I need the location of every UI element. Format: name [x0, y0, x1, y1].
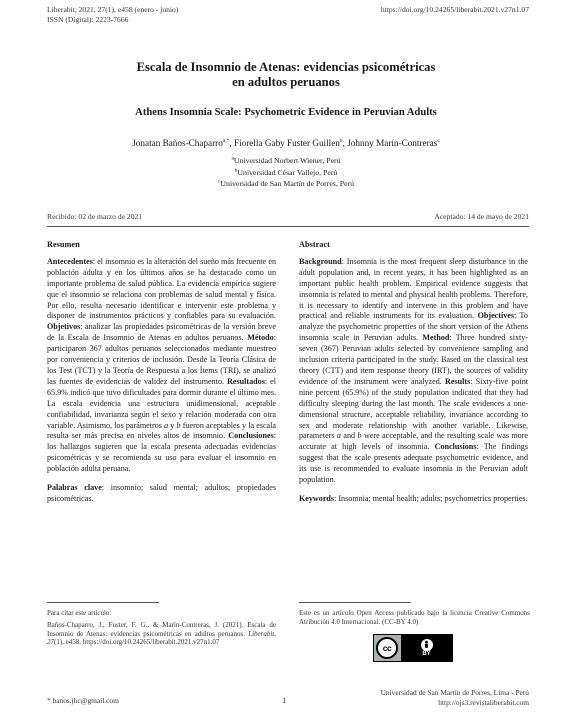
background-label: Background: [299, 256, 342, 266]
attribution-person-icon: [421, 639, 433, 651]
objectives-label: Objectives: [477, 311, 514, 321]
author-name: Jonatan Baños-Chaparro: [132, 138, 223, 148]
accepted-date: Aceptado: 14 de mayo de 2021: [434, 212, 529, 221]
author-name: Fiorella Gaby Fuster Guillen: [233, 138, 340, 148]
results-label: Results: [445, 376, 471, 386]
param-join: and: [340, 431, 358, 441]
keywords-label-es: Palabras clave: [47, 483, 102, 493]
abstract-body: [299, 257, 528, 486]
cc-by-label: BY: [422, 650, 431, 657]
keywords-text-es: : insomnio; salud mental; adultos; propiedades psicométricas.: [47, 483, 276, 503]
resultados-label: Resultados: [227, 376, 265, 386]
method-text: : Three hundred sixty-seven (367) Peruvian adults selected by convenience sampling and inclusion criteria participated in the study. Based on the classical test theory (CTT) and item response theory (IRT), the sources of validity evidence of the instrument were analyzed.: [299, 333, 528, 386]
affiliation-mark: c: [217, 178, 221, 185]
resumen-heading: Resumen: [47, 240, 80, 249]
results-tail: were acceptable, and the resulting scale was more accurate at high levels of insomnia.: [299, 431, 529, 452]
results-text: : Sixty-five point nine percent (65.9%) of the study population indicated that they had difficulty sleeping during the last month. The scale evidences a one-dimensional structure, acceptable reliability, invariance according to sex and moderate relationship with another variable. Likewise, parameters: [299, 376, 528, 441]
license-divider: [299, 602, 411, 603]
metodo-text: : participaron 367 adultos peruanos seleccionados mediante muestreo por conveniencia y criterios de inclusión. Desde la Teoría Clásica de los Test (TCT) y la Teoría de Respuesta a los Ítems (TRI), se analizó las fuentes de evidencias de validez del instrumento.: [47, 333, 276, 386]
citation-pre: Baños-Chaparro, J., Fuster, F. G., & Marín-Contreras, J. (2021). Escala de Insomnio de Atenas: evidencias psicométricas en adultos peruanos.: [47, 621, 276, 638]
param-a: a: [336, 431, 341, 441]
conclusions-label: Conclusions: [434, 442, 477, 452]
objectives-text: : To analyze the psychometric properties of the short version of the Athens insomnia scale in Peruvian adults.: [299, 311, 528, 343]
background-text: : Insomnia is the most frequent sleep disturbance in the adult population and, in recent years, it has been highlighted as an important public health problem. Empirical evidence suggests that insomnia is related to mental and physical health problems. Therefore, it is necessary to identify and intervene in this problem and have practical and reliable instruments for its evaluation.: [299, 256, 528, 321]
cc-by-license-badge[interactable]: [373, 634, 453, 662]
citation-text: [47, 621, 276, 647]
param-a: a: [164, 420, 169, 430]
param-b: b: [176, 420, 181, 430]
author-list: [40, 137, 532, 149]
affiliation-mark: b: [234, 166, 238, 173]
author-separator: ,: [342, 138, 348, 148]
header-divider: [47, 226, 529, 227]
publisher-name: Universidad de San Martín de Porres, Lima - Perú: [380, 688, 529, 697]
keywords-text-en: : Insomnia; mental health; adults; psychometrics properties.: [334, 493, 528, 503]
journal-header-left: [47, 5, 178, 24]
antecedentes-text: : el insomnio es la alteración del sueño más frecuente en población adulta y en los últimos años se ha destacado como un importante problema de salud pública. La evidencia empírica sugiere que el insomnio se relaciona con problemas de salud mental y física. Por ello, resulta necesario identificar e intervenir este problema y disponer de instrumentos prácticos y confiables para su evaluación.: [47, 256, 276, 321]
param-b: b: [357, 431, 362, 441]
article-title-spanish: [60, 60, 512, 90]
affiliation: [60, 178, 512, 190]
title-es-line-2: en adultos peruanos: [232, 75, 340, 89]
affiliation-mark: a: [231, 155, 234, 162]
affiliation-text: Universidad de San Martín de Porres, Perú: [220, 179, 355, 188]
issn-line: ISSN (Digital): 2223-7666: [47, 14, 129, 24]
citation-journal: Liberabit, 27: [47, 629, 276, 647]
affiliation-text: Universidad César Vallejo, Perú: [237, 167, 338, 177]
keywords: [299, 494, 528, 505]
resumen-column: [47, 240, 276, 505]
citation-label: Para citar este artículo:: [47, 609, 112, 617]
citation-divider: [47, 602, 159, 603]
palabras-clave: [47, 483, 276, 505]
param-join: y: [168, 420, 177, 430]
license-text: Este es un artículo Open Access publicado bajo la licencia Creative Commons Atribución 4.0 Internacional. (CC-BY 4.0): [299, 609, 530, 626]
author-affil-mark: c: [437, 137, 440, 144]
resultados-tail: fueron aceptables y la escala resulta ser más precisa en niveles altos de insomnio.: [47, 420, 276, 441]
affiliation-text: Universidad Norbert Wiener, Perú: [233, 156, 341, 165]
page-number: 1: [282, 695, 287, 705]
article-title-english: Athens Insomnia Scale: Psychometric Evidence in Peruvian Adults: [135, 107, 437, 118]
doi-link[interactable]: https://doi.org/10.24265/liberabit.2021.v27n1.07: [380, 5, 529, 14]
affiliation: [60, 167, 512, 179]
cc-by-panel: [401, 635, 452, 661]
received-date: Recibido: 02 de marzo de 2021: [47, 212, 143, 221]
abstract-column: [299, 240, 528, 505]
cc-icon: cc: [376, 637, 398, 659]
keywords-label-en: Keywords: [299, 493, 335, 503]
author-name: Johnny Marín-Contreras: [347, 138, 438, 148]
objetivos-text: : analizar las propiedades psicométricas de la versión breve de la Escala de Insomnio de Atenas en adultos peruanos.: [47, 322, 276, 343]
title-es-line-1: Escala de Insomnio de Atenas: evidencias psicométricas: [136, 60, 436, 74]
resultados-text: : el 65.9% indicó que tuvo dificultades para dormir durante el último mes. La escala evidencia una estructura unidimensional, aceptable confiabilidad, invarianza según el sexo y relación moderada con otra variable. Asimismo, los parámetros: [47, 376, 276, 430]
citation-post: (1), e458. https://doi.org/10.24265/liberabit.2021.v27n1.07: [54, 638, 220, 647]
author-affil-mark: a,*: [222, 137, 230, 144]
abstract-heading: Abstract: [299, 240, 330, 249]
metodo-label: Método: [247, 333, 274, 343]
journal-url[interactable]: http://ojs3.revistaliberabit.com: [438, 697, 529, 707]
author-separator: ,: [229, 138, 234, 148]
author-affil-mark: b: [339, 137, 343, 144]
conclusiones-label: Conclusiones: [228, 431, 274, 441]
conclusiones-text: : los hallazgos sugieren que la escala presenta adecuadas evidencias psicométricas y se recomienda su uso para evaluar el insomnio en población adulta peruana.: [47, 431, 276, 474]
antecedentes-label: Antecedentes: [47, 256, 93, 266]
resumen-body: [47, 257, 276, 475]
publisher-footer: [381, 688, 529, 707]
affiliation-list: [60, 155, 512, 190]
journal-citation-line: Liberabit, 2021, 27(1), e458 (enero - junio): [47, 5, 179, 14]
affiliation: [60, 155, 512, 167]
objetivos-label: Objetivos: [47, 322, 81, 332]
conclusions-text: : The findings suggest that the scale presents adequate psychometric evidence, and its use is recommended to evaluate insomnia in the Peruvian adult population.: [299, 442, 529, 485]
method-label: Method: [422, 333, 450, 343]
corresponding-email[interactable]: * banos.jhc@gmail.com: [47, 696, 119, 705]
